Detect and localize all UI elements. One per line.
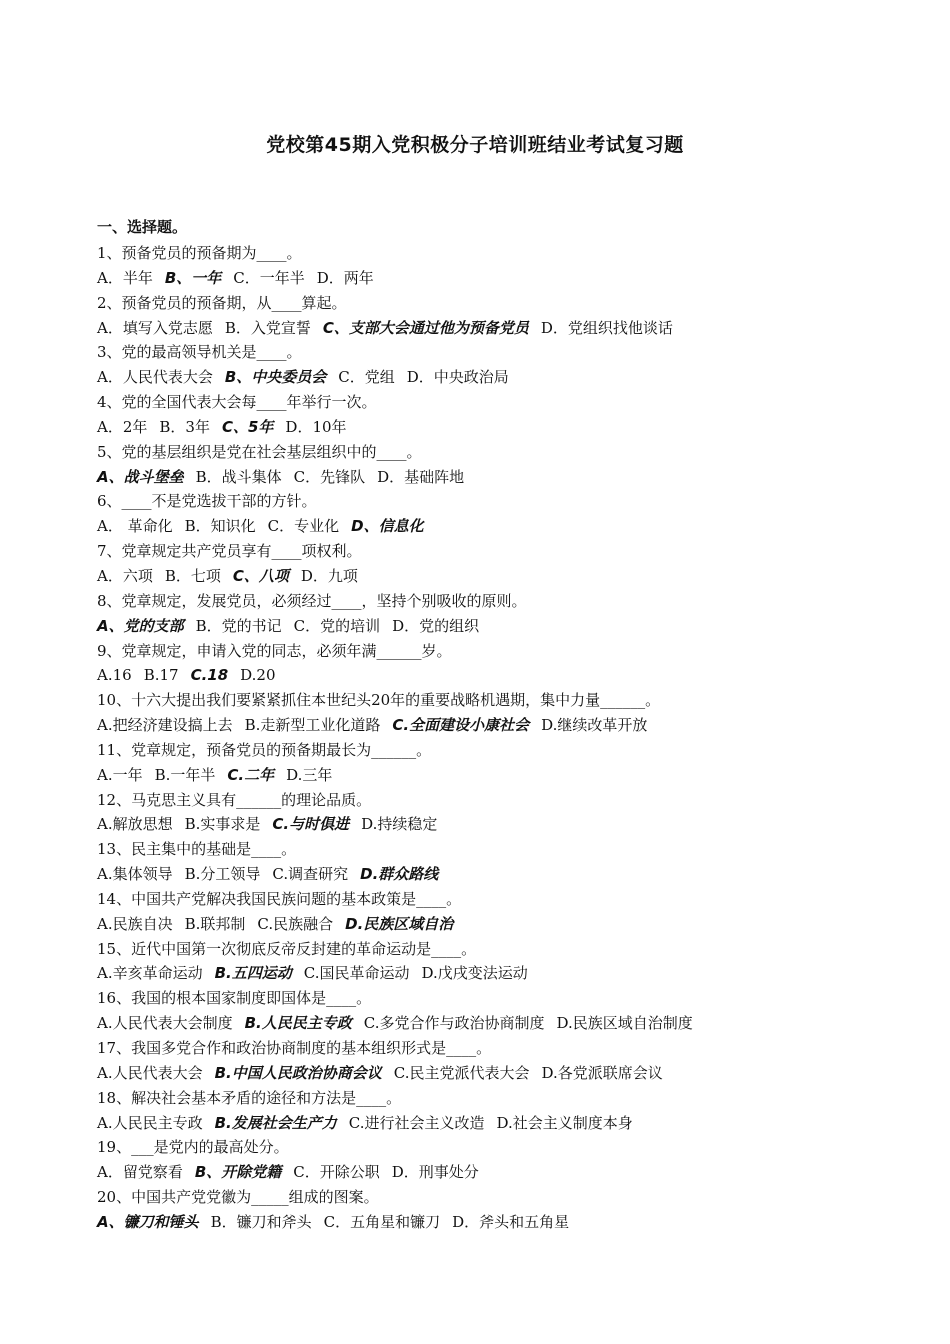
option: A．人民代表大会 bbox=[97, 368, 213, 387]
option: D.三年 bbox=[286, 765, 333, 784]
option: A.把经济建设搞上去 bbox=[97, 716, 233, 735]
option: A．六项 bbox=[97, 566, 153, 585]
option: B.走新型工业化道路 bbox=[244, 716, 381, 735]
answer-options bbox=[97, 465, 897, 490]
question-text: 12、马克思主义具有______的理论品质。 bbox=[97, 790, 372, 809]
correct-option: D、信息化 bbox=[351, 517, 424, 536]
correct-option: C.与时俱进 bbox=[272, 815, 350, 834]
option: D．基础阵地 bbox=[377, 467, 465, 486]
answer-options bbox=[97, 713, 897, 738]
option: B．战斗集体 bbox=[195, 467, 282, 486]
correct-option: A、镰刀和锤头 bbox=[97, 1212, 199, 1231]
option: A．2年 bbox=[97, 417, 148, 436]
option: D．党组织找他谈话 bbox=[540, 318, 673, 337]
option: D.持续稳定 bbox=[361, 815, 438, 834]
option: D．刑事处分 bbox=[391, 1163, 479, 1182]
option: C．开除公职 bbox=[293, 1163, 380, 1182]
correct-option: D.民族区域自治 bbox=[345, 914, 454, 933]
option: D．党的组织 bbox=[392, 616, 480, 635]
option: D.20 bbox=[240, 666, 276, 685]
question-text: 10、十六大提出我们要紧紧抓住本世纪头20年的重要战略机遇期，集中力量______。 bbox=[97, 691, 661, 710]
correct-option: D.群众路线 bbox=[360, 865, 439, 884]
correct-option: A、党的支部 bbox=[97, 616, 184, 635]
question-text: 14、中国共产党解决我国民族问题的基本政策是____。 bbox=[97, 889, 462, 908]
correct-option: B.发展社会生产力 bbox=[214, 1113, 337, 1132]
question-text: 3、党的最高领导机关是____。 bbox=[97, 343, 302, 362]
option: C．党组 bbox=[338, 368, 395, 387]
answer-options bbox=[97, 862, 897, 887]
option: A.一年 bbox=[97, 765, 143, 784]
option: C．专业化 bbox=[267, 517, 340, 536]
question-text: 15、近代中国第一次彻底反帝反封建的革命运动是____。 bbox=[97, 939, 477, 958]
answer-options bbox=[97, 1111, 897, 1136]
option: B.分工领导 bbox=[184, 865, 261, 884]
option: A.人民代表大会制度 bbox=[97, 1014, 233, 1033]
option: D.继续改革开放 bbox=[541, 716, 648, 735]
correct-option: C、八项 bbox=[232, 566, 289, 585]
question-text: 6、____不是党选拔干部的方针。 bbox=[97, 492, 317, 511]
correct-option: C、5年 bbox=[221, 417, 274, 436]
option: A.辛亥革命运动 bbox=[97, 964, 203, 983]
answer-options bbox=[97, 514, 897, 539]
option: A.民族自决 bbox=[97, 914, 173, 933]
option: A．半年 bbox=[97, 268, 153, 287]
option: D．九项 bbox=[300, 566, 358, 585]
answer-options bbox=[97, 812, 897, 837]
option: A．留党察看 bbox=[97, 1163, 183, 1182]
section-heading: 一、选择题。 bbox=[97, 218, 188, 236]
option: A.16 bbox=[97, 666, 132, 685]
question-text: 20、中国共产党党徽为_____组成的图案。 bbox=[97, 1188, 379, 1207]
option: B.实事求是 bbox=[184, 815, 261, 834]
answer-options bbox=[97, 365, 897, 390]
option: C．一年半 bbox=[233, 268, 305, 287]
answer-options bbox=[97, 266, 897, 291]
question-text: 7、党章规定共产党员享有____项权利。 bbox=[97, 542, 362, 561]
question-text: 16、我国的根本国家制度即国体是____。 bbox=[97, 989, 372, 1008]
answer-options bbox=[97, 316, 897, 341]
answer-options bbox=[97, 1210, 897, 1235]
answer-options bbox=[97, 564, 897, 589]
option: A.人民代表大会 bbox=[97, 1063, 203, 1082]
option: C.民族融合 bbox=[257, 914, 334, 933]
option: D.民族区域自治制度 bbox=[556, 1014, 693, 1033]
question-text: 2、预备党员的预备期，从____算起。 bbox=[97, 293, 347, 312]
question-text: 11、党章规定，预备党员的预备期最长为______。 bbox=[97, 740, 432, 759]
option: D.社会主义制度本身 bbox=[496, 1113, 633, 1132]
correct-option: C.二年 bbox=[227, 765, 275, 784]
option: B．知识化 bbox=[184, 517, 256, 536]
answer-options bbox=[97, 663, 897, 688]
option: B.联邦制 bbox=[184, 914, 246, 933]
answer-options bbox=[97, 1061, 897, 1086]
option: A．填写入党志愿 bbox=[97, 318, 213, 337]
answer-options bbox=[97, 912, 897, 937]
question-text: 9、党章规定，申请入党的同志，必须年满______岁。 bbox=[97, 641, 452, 660]
option: B．党的书记 bbox=[195, 616, 282, 635]
option: D．两年 bbox=[316, 268, 374, 287]
option: B．七项 bbox=[164, 566, 221, 585]
correct-option: B、一年 bbox=[164, 268, 222, 287]
answer-options bbox=[97, 1160, 897, 1185]
option: A.人民民主专政 bbox=[97, 1113, 203, 1132]
question-text: 17、我国多党合作和政治协商制度的基本组织形式是____。 bbox=[97, 1039, 492, 1057]
option: D．10年 bbox=[285, 417, 347, 436]
question-text: 8、党章规定，发展党员，必须经过____，坚持个别吸收的原则。 bbox=[97, 591, 527, 610]
option: C.调查研究 bbox=[272, 865, 349, 884]
option: B．入党宣誓 bbox=[224, 318, 311, 337]
question-text: 13、民主集中的基础是____。 bbox=[97, 840, 297, 859]
option: C.民主党派代表大会 bbox=[393, 1063, 530, 1082]
correct-option: A、战斗堡垒 bbox=[97, 467, 184, 486]
option: D.各党派联席会议 bbox=[541, 1063, 663, 1082]
option: C．先锋队 bbox=[293, 467, 366, 486]
answer-options bbox=[97, 763, 897, 788]
option: C.多党合作与政治协商制度 bbox=[363, 1014, 545, 1033]
correct-option: C、支部大会通过他为预备党员 bbox=[322, 318, 529, 337]
answer-options bbox=[97, 614, 897, 639]
option: D．斧头和五角星 bbox=[452, 1212, 570, 1231]
option: B.17 bbox=[143, 666, 179, 685]
option: A.解放思想 bbox=[97, 815, 173, 834]
correct-option: B、中央委员会 bbox=[224, 368, 327, 387]
option: A． 革命化 bbox=[97, 517, 173, 536]
option: B.一年半 bbox=[154, 765, 216, 784]
option: B．镰刀和斧头 bbox=[210, 1212, 312, 1231]
correct-option: B、开除党籍 bbox=[194, 1163, 282, 1182]
answer-options bbox=[97, 1011, 897, 1036]
option: C．五角星和镰刀 bbox=[323, 1212, 441, 1231]
correct-option: B.五四运动 bbox=[214, 964, 292, 983]
answer-options bbox=[97, 415, 897, 440]
question-list bbox=[97, 216, 897, 1235]
option: A.集体领导 bbox=[97, 865, 173, 884]
correct-option: B.人民民主专政 bbox=[244, 1014, 352, 1033]
question-text: 4、党的全国代表大会每____年举行一次。 bbox=[97, 393, 377, 412]
question-text: 5、党的基层组织是党在社会基层组织中的____。 bbox=[97, 442, 422, 461]
option: D．中央政治局 bbox=[406, 368, 509, 387]
question-text: 19、___是党内的最高处分。 bbox=[97, 1138, 289, 1157]
answer-options bbox=[97, 961, 897, 986]
questions-container bbox=[97, 241, 897, 1235]
option: C．党的培训 bbox=[293, 616, 381, 635]
option: C.进行社会主义改造 bbox=[348, 1113, 485, 1132]
correct-option: C.全面建设小康社会 bbox=[392, 716, 530, 735]
option: C.国民革命运动 bbox=[303, 964, 410, 983]
option: D.戊戌变法运动 bbox=[421, 964, 528, 983]
option: B．3年 bbox=[159, 417, 210, 436]
question-text: 1、预备党员的预备期为____。 bbox=[97, 244, 302, 262]
question-text: 18、解决社会基本矛盾的途径和方法是____。 bbox=[97, 1088, 402, 1107]
page-title: 党校第45期入党积极分子培训班结业考试复习题 bbox=[266, 134, 684, 156]
correct-option: C.18 bbox=[190, 666, 229, 685]
correct-option: B.中国人民政治协商会议 bbox=[214, 1063, 382, 1082]
